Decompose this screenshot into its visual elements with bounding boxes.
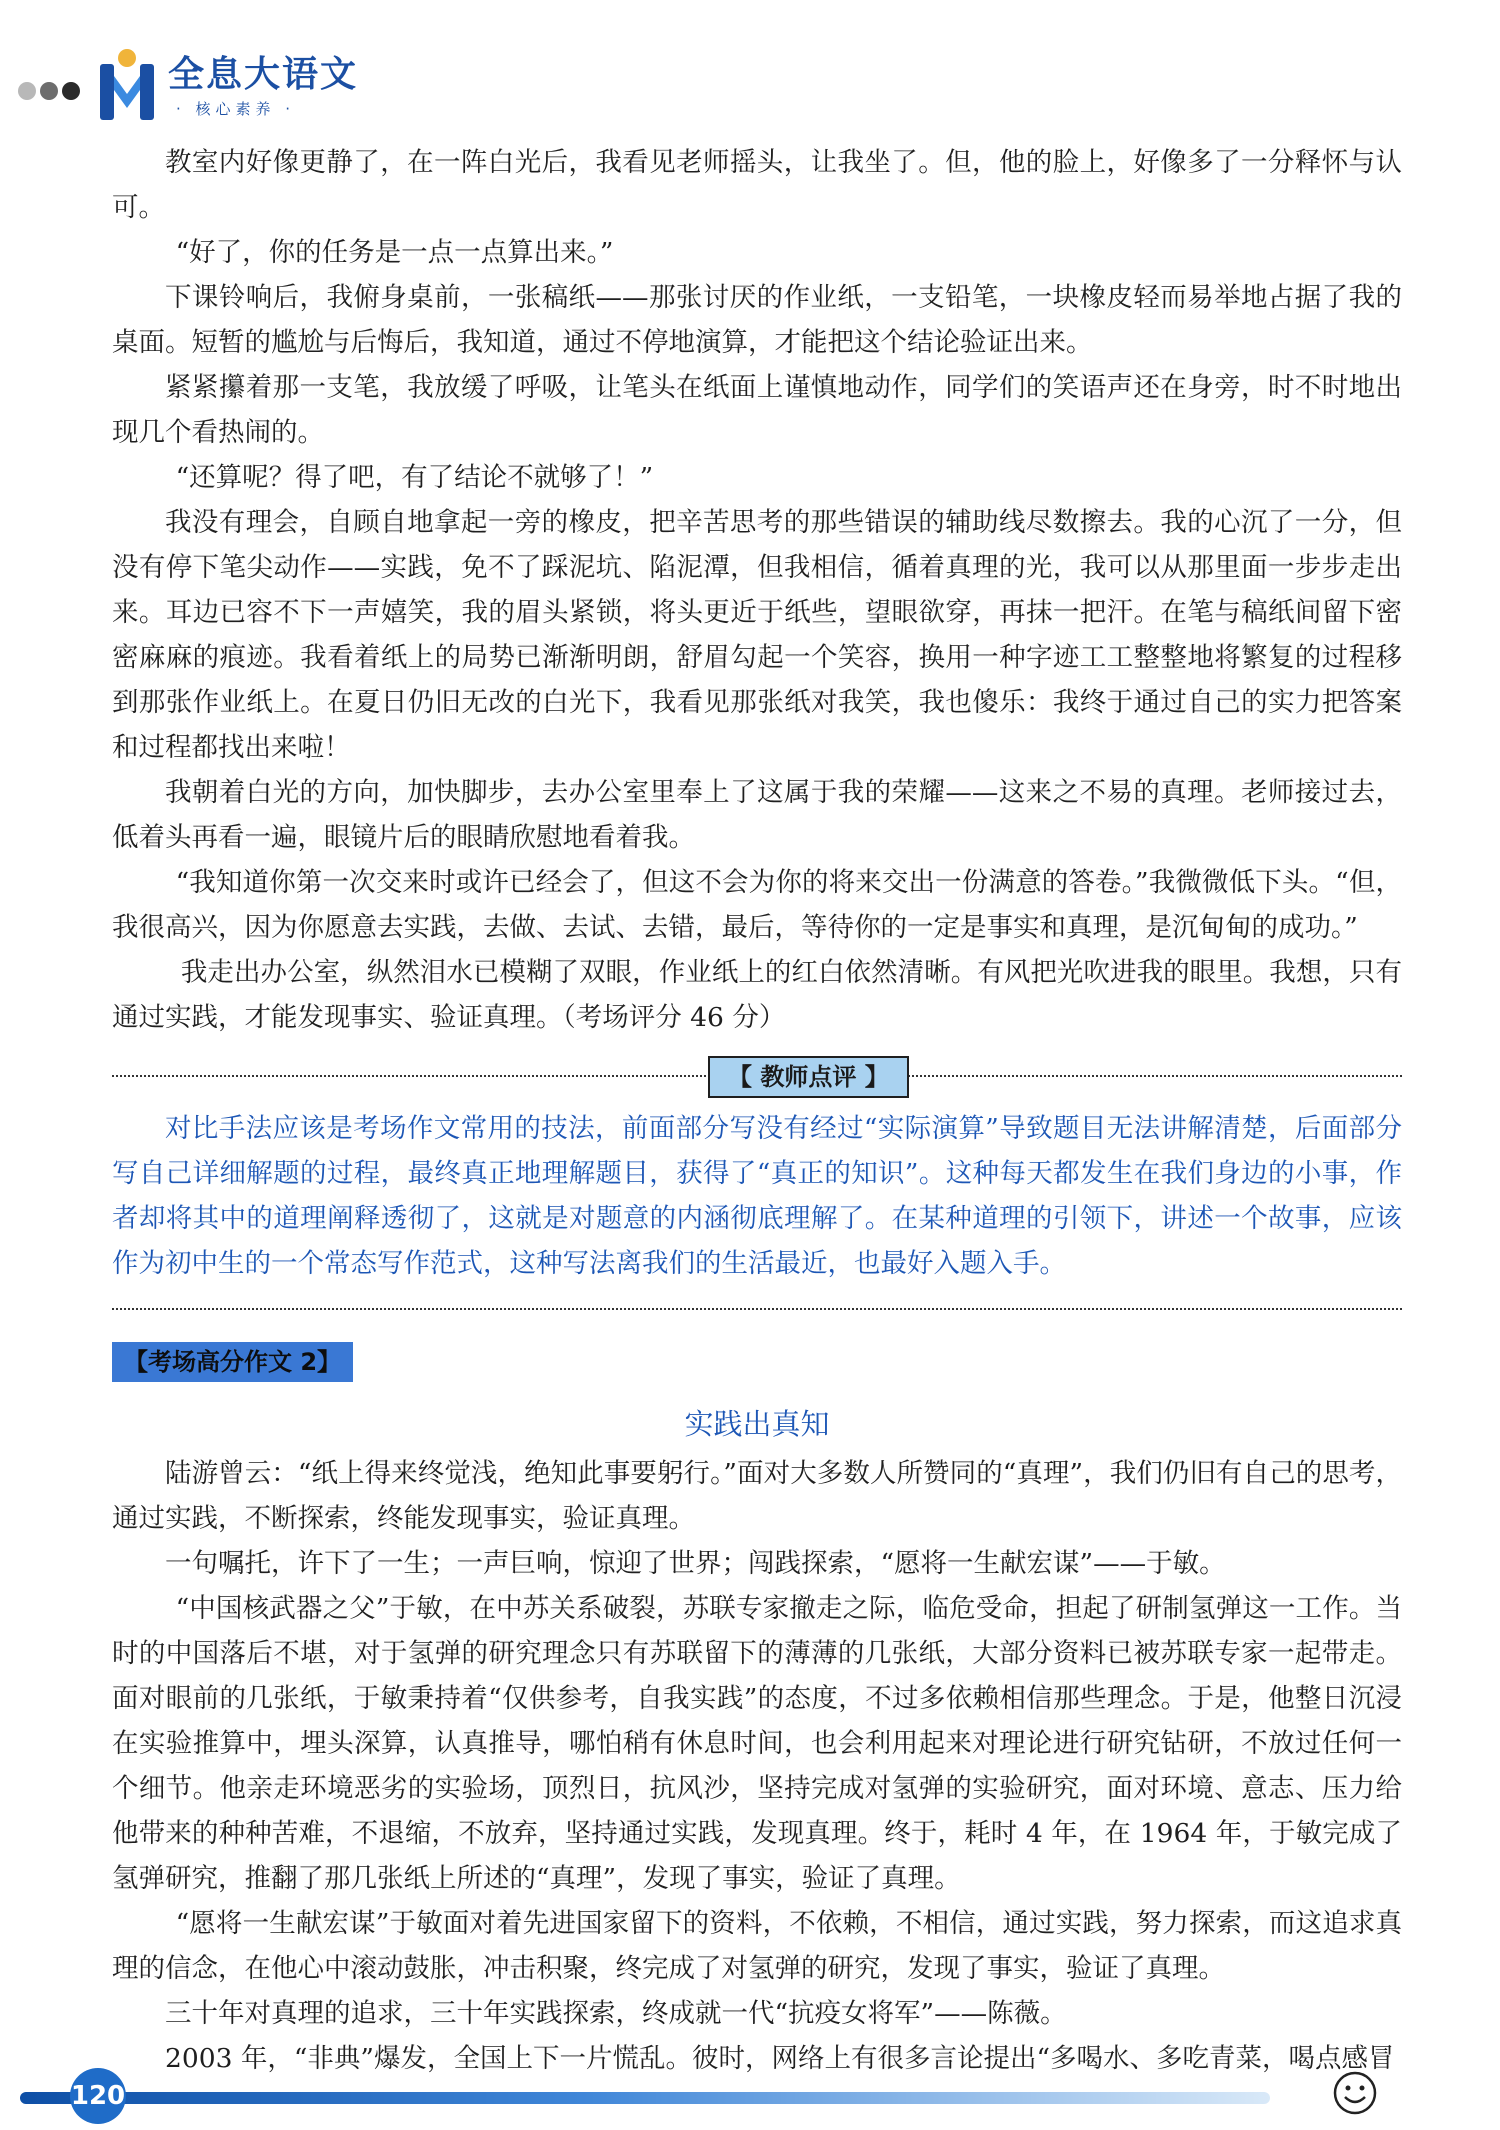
page-number: 120 [70, 2068, 126, 2124]
page-content [112, 140, 1402, 2081]
page-header [18, 40, 438, 140]
teacher-review-text: 对比手法应该是考场作文常用的技法，前面部分写没有经过“实际演算”导致题目无法讲解清楚，后面部分写自己详细解题的过程，最终真正地理解题目，获得了“真正的知识”。这种每天都发生在我们身边的小事，作者却将其中的道理阐释透彻了，这就是对题意的内涵彻底理解了。在某种道理的引领下，讲述一个故事，应该作为初中生的一个常态写作范式，这种写法离我们的生活最近，也最好入题入手。 [112, 1113, 1402, 1279]
essay2-paragraph: 三十年对真理的追求，三十年实践探索，终成就一代“抗疫女将军”——陈薇。 [165, 1998, 1067, 2029]
smiley-icon [1332, 2070, 1378, 2116]
essay2-tag [112, 1342, 353, 1382]
essay1-paragraph: 我朝着白光的方向，加快脚步，去办公室里奉上了这属于我的荣耀——这来之不易的真理。老师接过去，低着头再看一遍，眼镜片后的眼睛欣慰地看着我。 [112, 777, 1402, 853]
dot-icon [40, 82, 58, 100]
page-footer [0, 2060, 1500, 2130]
essay2-paragraph: 2003 年，“非典”爆发，全国上下一片慌乱。彼时，网络上有很多言论提出“多喝水、多吃青菜，喝点感冒 [165, 2043, 1395, 2074]
essay2-body [112, 1451, 1402, 2081]
brand-logo-icon [98, 46, 156, 126]
essay2-title: 实践出真知 [684, 1407, 830, 1441]
essay1-paragraph: 下课铃响后，我俯身桌前，一张稿纸——那张讨厌的作业纸，一支铅笔，一块橡皮轻而易举地占据了我的桌面。短暂的尴尬与后悔后，我知道，通过不停地演算，才能把这个结论验证出来。 [112, 282, 1402, 358]
essay1-paragraph: 紧紧攥着那一支笔，我放缓了呼吸，让笔头在纸面上谨慎地动作，同学们的笑语声还在身旁，时不时地出现几个看热闹的。 [112, 372, 1402, 448]
dot-icon [18, 82, 36, 100]
essay1-paragraph: 我走出办公室，纵然泪水已模糊了双眼，作业纸上的红白依然清晰。有风把光吹进我的眼里。我想，只有通过实践，才能发现事实、验证真理。（考场评分 46 分） [112, 957, 1402, 1033]
header-dots [18, 82, 84, 104]
essay2-paragraph: “中国核武器之父”于敏，在中苏关系破裂，苏联专家撤走之际，临危受命，担起了研制氢弹这一工作。当时的中国落后不堪，对于氢弹的研究理念只有苏联留下的薄薄的几张纸，大部分资料已被苏联专家一起带走。面对眼前的几张纸，于敏秉持着“仅供参考，自我实践”的态度，不过多依赖相信那些理念。于是，他整日沉浸在实验推算中，埋头深算，认真推导，哪怕稍有休息时间，也会利用起来对理论进行研究钻研，不放过任何一个细节。他亲走环境恶劣的实验场，顶烈日，抗风沙，坚持完成对氢弹的实验研究，面对环境、意志、压力给他带来的种种苦难，不退缩，不放弃，坚持通过实践，发现真理。终于，耗时 4 年，在 1964 年，于敏完成了氢弹研究，推翻了那几张纸上所述的“真理”，发现了事实，验证了真理。 [112, 1593, 1402, 1894]
essay1-paragraph: 我没有理会，自顾自地拿起一旁的橡皮，把辛苦思考的那些错误的辅助线尽数擦去。我的心沉了一分，但没有停下笔尖动作——实践，免不了踩泥坑、陷泥潭，但我相信，循着真理的光，我可以从那里面一步步走出来。耳边已容不下一声嬉笑，我的眉头紧锁，将头更近于纸些，望眼欲穿，再抹一把汗。在笔与稿纸间留下密密麻麻的痕迹。我看着纸上的局势已渐渐明朗，舒眉勾起一个笑容，换用一种字迹工工整整地将繁复的过程移到那张作业纸上。在夏日仍旧无改的白光下，我看见那张纸对我笑，我也傻乐：我终于通过自己的实力把答案和过程都找出来啦！ [112, 507, 1402, 763]
essay1-paragraph: “还算呢？得了吧，有了结论不就够了！” [175, 462, 654, 493]
essay2-tag-label: 【考场高分作文 2】 [124, 1348, 342, 1376]
teacher-review-label: 【 教师点评 】 [708, 1056, 909, 1098]
essay1-paragraph: “好了，你的任务是一点一点算出来。” [175, 237, 614, 268]
teacher-review-header [112, 1056, 1402, 1096]
teacher-review [112, 1106, 1402, 1286]
essay1-body [112, 140, 1402, 1040]
essay1-paragraph: “我知道你第一次交来时或许已经会了，但这不会为你的将来交出一份满意的答卷。”我微微低下头。“但，我很高兴，因为你愿意去实践，去做、去试、去错，最后，等待你的一定是事实和真理，是沉甸甸的成功。” [112, 867, 1402, 943]
brand-title: 全息大语文 [168, 54, 359, 95]
essay2-paragraph: 一句嘱托，许下了一生；一声巨响，惊迎了世界；闯践探索，“愿将一生献宏谋”——于敏。 [165, 1548, 1226, 1579]
dotted-divider [112, 1308, 1402, 1310]
brand-subtitle: · 核心素养 · [176, 100, 296, 118]
footer-bar [20, 2092, 1270, 2104]
essay2-paragraph: “愿将一生献宏谋”于敏面对着先进国家留下的资料，不依赖，不相信，通过实践，努力探索，而这追求真理的信念，在他心中滚动鼓胀，冲击积聚，终完成了对氢弹的研究，发现了事实，验证了真理。 [112, 1908, 1402, 1984]
dot-icon [62, 82, 80, 100]
essay1-paragraph: 教室内好像更静了，在一阵白光后，我看见老师摇头，让我坐了。但，他的脸上，好像多了一分释怀与认可。 [112, 147, 1402, 223]
essay2-paragraph: 陆游曾云：“纸上得来终觉浅，绝知此事要躬行。”面对大多数人所赞同的“真理”，我们仍旧有自己的思考，通过实践，不断探索，终能发现事实，验证真理。 [112, 1458, 1402, 1534]
